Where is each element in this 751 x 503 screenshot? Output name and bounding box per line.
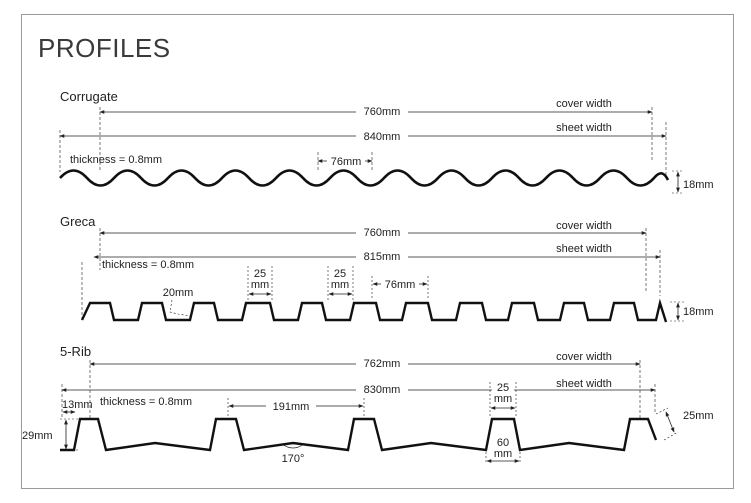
rib-top-number: 25	[496, 382, 510, 394]
cover-width-value: 760mm	[363, 227, 401, 239]
profile-greca	[60, 214, 714, 322]
height-right-label: 25mm	[683, 410, 714, 422]
profile-corrugate	[60, 89, 714, 193]
rib-top-a-number: 25	[253, 268, 267, 280]
thickness-label: thickness = 0.8mm	[70, 154, 163, 166]
height-label: 18mm	[683, 179, 714, 191]
angle-label: 170°	[281, 453, 305, 465]
thickness-label: thickness = 0.8mm	[102, 259, 195, 271]
rib-base-unit: mm	[493, 448, 513, 460]
profile-name: 5-Rib	[60, 344, 92, 359]
profile-name: Corrugate	[60, 89, 118, 104]
sheet-width-value: 840mm	[363, 131, 401, 143]
cover-width-label: cover width	[556, 98, 612, 110]
rib-base-number: 60	[496, 437, 510, 449]
profile-name: Greca	[60, 214, 96, 229]
sheet-width-label: sheet width	[556, 243, 612, 255]
edge-width-label: 13mm	[62, 399, 93, 411]
height-left-label: 29mm	[22, 430, 53, 442]
cover-width-value: 760mm	[363, 106, 401, 118]
greca-profile-line	[82, 303, 666, 322]
pan-width-label: 20mm	[162, 287, 194, 299]
profile-5-rib	[22, 344, 714, 465]
page-title: PROFILES	[38, 33, 171, 63]
rib-spacing-label: 191mm	[272, 401, 310, 413]
rib-top-a-unit: mm	[250, 279, 270, 291]
height-label: 18mm	[683, 306, 714, 318]
rib-top-b-unit: mm	[330, 279, 350, 291]
5-rib-profile-line	[60, 419, 656, 450]
rib-top-b-number: 25	[333, 268, 347, 280]
thickness-label: thickness = 0.8mm	[100, 396, 193, 408]
cover-width-value: 762mm	[363, 358, 401, 370]
rib-top-unit: mm	[493, 393, 513, 405]
corrugate-profile-line	[60, 171, 668, 186]
sheet-width-label: sheet width	[556, 122, 612, 134]
sheet-width-value: 815mm	[363, 251, 401, 263]
sheet-width-label: sheet width	[556, 378, 612, 390]
pitch-label: 76mm	[384, 279, 416, 291]
sheet-width-value: 830mm	[363, 384, 401, 396]
pitch-label: 76mm	[330, 156, 362, 168]
cover-width-label: cover width	[556, 351, 612, 363]
cover-width-label: cover width	[556, 220, 612, 232]
